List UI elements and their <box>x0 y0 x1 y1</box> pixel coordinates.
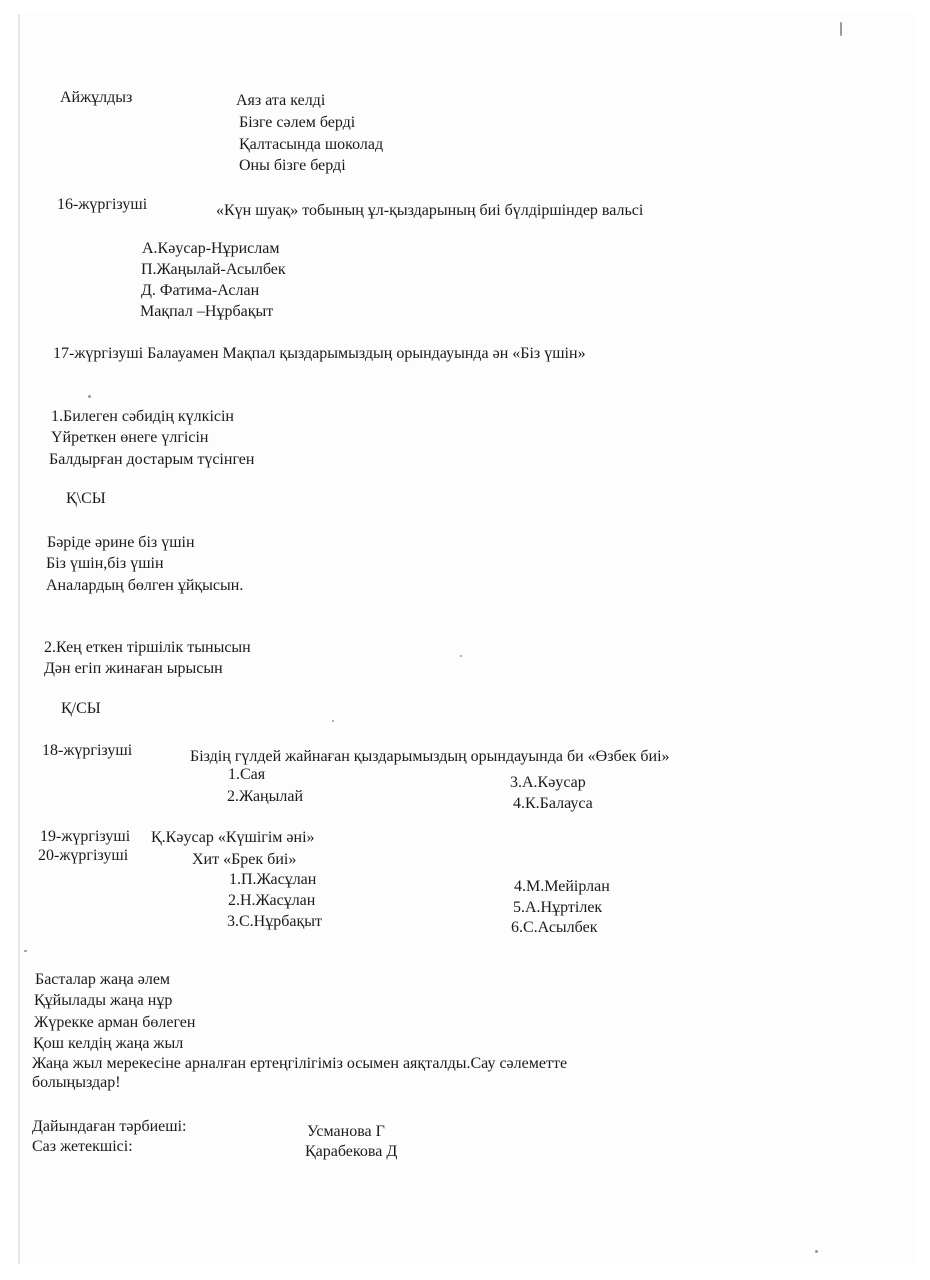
teacher-label: Дайындаған тәрбиеші: <box>32 1118 187 1135</box>
host-announcement: Хит «Брек биі» <box>192 851 297 868</box>
dance-pair: Д. Фатима-Аслан <box>141 282 260 299</box>
scan-mark <box>815 1250 818 1253</box>
final-message: болыңыздар! <box>32 1074 121 1091</box>
dancer-name: 4.К.Балауса <box>513 795 593 812</box>
host-announcement: Қ.Кәусар «Күшігім әні» <box>151 829 315 846</box>
poem-line: Оны бізге берді <box>239 157 346 174</box>
dancer-name: 5.А.Нұртілек <box>513 899 603 916</box>
dancer-name: 3.С.Нұрбақыт <box>227 913 322 930</box>
song-line: Балдырған достарым түсінген <box>49 451 255 468</box>
song-line: Бәріде әрине біз үшін <box>47 534 195 551</box>
closing-line: Құйылады жаңа нұр <box>34 992 173 1009</box>
song-line: Үйреткен өнеге үлгісін <box>51 429 209 446</box>
host-announcement: Біздің гүлдей жайнаған қыздарымыздың орындауында би «Өзбек биі» <box>190 748 670 765</box>
dancer-name: 4.М.Мейірлан <box>514 878 610 895</box>
song-line: Аналардың бөлген ұйқысын. <box>46 577 244 594</box>
chorus-label: Қ/СЫ <box>61 700 101 717</box>
dancer-name: 2.Жаңылай <box>227 788 303 805</box>
song-line: Біз үшін,біз үшін <box>46 555 164 572</box>
scan-mark <box>88 395 91 398</box>
poem-line: Аяз ата келді <box>236 92 326 109</box>
closing-line: Басталар жаңа әлем <box>35 971 171 988</box>
scan-mark <box>460 655 462 657</box>
performer-name: Айжұлдыз <box>60 89 133 106</box>
dance-pair: А.Кәусар-Нұрислам <box>142 240 280 257</box>
dancer-name: 2.Н.Жасұлан <box>228 892 316 909</box>
scan-mark <box>24 950 27 952</box>
song-line: 2.Кең еткен тіршілік тынысын <box>44 639 251 656</box>
scan-mark <box>840 22 842 36</box>
dancer-name: 3.А.Кәусар <box>510 774 586 791</box>
teacher-name: Усманова Г <box>307 1123 385 1140</box>
music-director-label: Саз жетекшісі: <box>32 1138 133 1155</box>
dancer-name: 6.С.Асылбек <box>511 919 598 936</box>
closing-line: Жүрекке арман бөлеген <box>34 1014 196 1031</box>
dance-pair: П.Жаңылай-Асылбек <box>141 261 286 278</box>
song-line: Дән егіп жинаған ырысын <box>44 660 223 677</box>
host-announcement: 17-жүргізуші Балауамен Мақпал қыздарымыздың орындауында ән «Біз үшін» <box>53 345 586 362</box>
poem-line: Қалтасында шоколад <box>239 136 384 153</box>
song-line: 1.Билеген сәбидің күлкісін <box>51 408 234 425</box>
closing-line: Қош келдің жаңа жыл <box>33 1035 184 1052</box>
music-director-name: Қарабекова Д <box>305 1143 398 1160</box>
dancer-name: 1.Сая <box>228 766 266 783</box>
host-label: 20-жүргізуші <box>38 847 129 864</box>
poem-line: Бізге сәлем берді <box>239 114 356 131</box>
host-label: 19-жүргізуші <box>40 828 131 845</box>
dancer-name: 1.П.Жасұлан <box>229 871 317 888</box>
host-label: 16-жүргізуші <box>57 196 148 213</box>
host-label: 18-жүргізуші <box>42 742 133 759</box>
dance-pair: Мақпал –Нұрбақыт <box>140 303 274 320</box>
host-announcement: «Күн шуақ» тобының ұл-қыздарының биі бүлдіршіндер вальсі <box>216 202 644 219</box>
final-message: Жаңа жыл мерекесіне арналған ертеңгілігіміз осымен аяқталды.Сау сәлеметте <box>32 1055 568 1072</box>
chorus-label: Қ\СЫ <box>66 490 106 507</box>
scan-mark <box>332 720 334 722</box>
